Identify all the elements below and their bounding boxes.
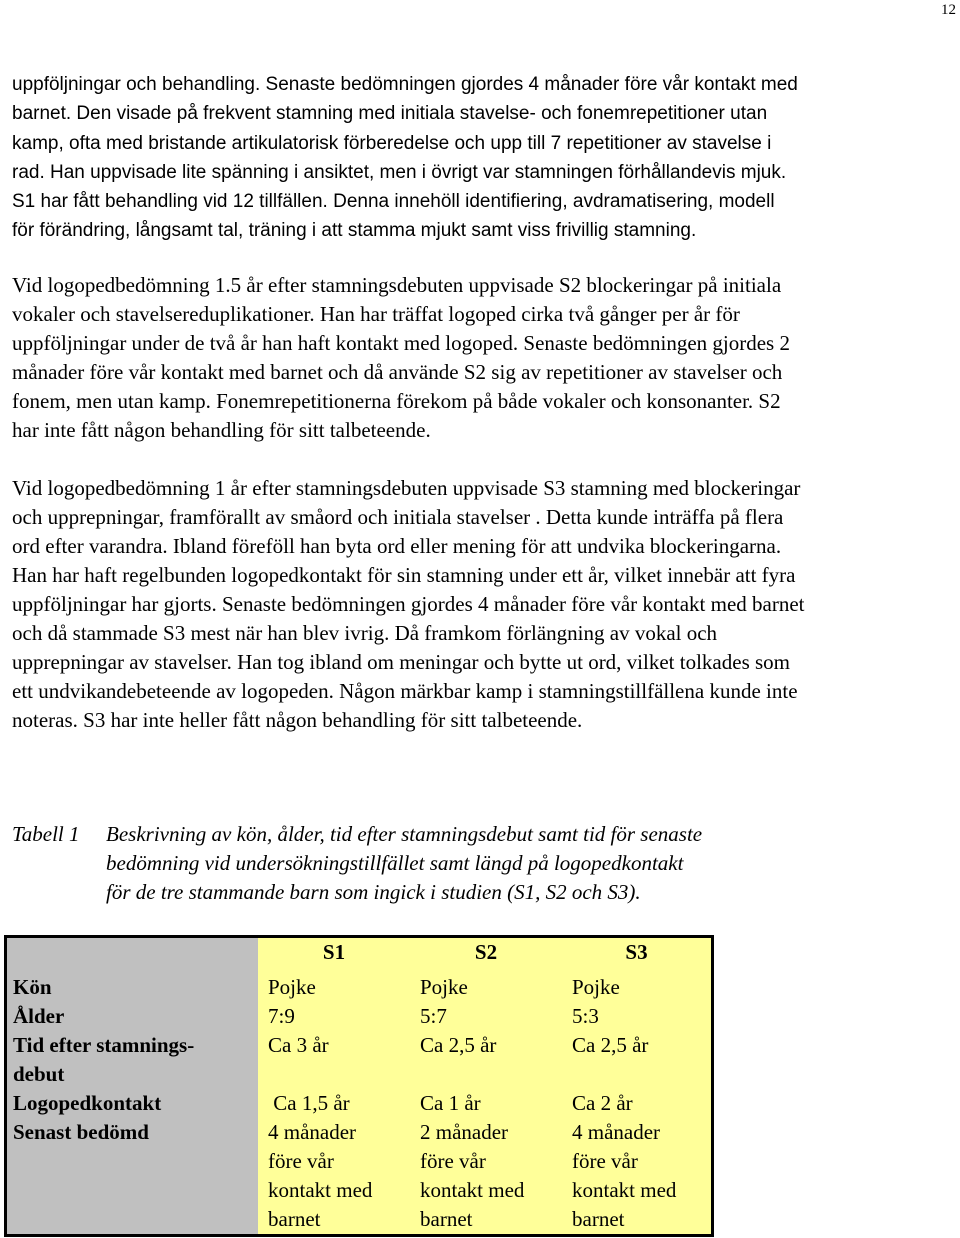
table-body-row (6, 973, 713, 1236)
table-header-row (6, 937, 713, 974)
label-alder: Ålder (13, 1004, 65, 1028)
text-line: har inte fått någon behandling för sitt talbeteende. (12, 418, 431, 442)
spacer (13, 1147, 258, 1176)
text-line: noteras. S3 har inte heller fått någon behandling för sitt talbeteende. (12, 708, 583, 732)
s2-senast: 2 månader (420, 1120, 509, 1144)
text-line: barnet. Den visade på frekvent stamning med initiala stavelse- och fonemrepetitioner utan (12, 103, 768, 125)
text-line: ord efter varandra. Ibland föreföll han byta ord eller mening för att undvika blockeringarna. (12, 534, 782, 558)
text-line: vokaler och stavelsereduplikationer. Han har träffat logoped cirka två gånger per år för (12, 302, 740, 326)
page-number: 12 (941, 2, 956, 18)
s1-kon: Pojke (268, 975, 316, 999)
s2-alder: 5:7 (420, 1004, 447, 1028)
text-line: Vid logopedbedömning 1.5 år efter stamningsdebuten uppvisade S2 blockeringar på initiala (12, 273, 782, 297)
text-line: uppföljningar under de två år han haft kontakt med logoped. Senaste bedömningen gjordes 2 (12, 331, 790, 355)
text-line: månader före vår kontakt med barnet och då använde S2 sig av repetitioner av stavelser och (12, 360, 783, 384)
text-line: kamp, ofta med bristande artikulatorisk förberedelse och upp till 7 repetitioner av stavelse i (12, 132, 772, 154)
s1-logopedkontakt: Ca 1,5 år (268, 1091, 350, 1115)
header-s1: S1 (258, 937, 410, 974)
s2-senast: barnet (420, 1207, 473, 1231)
s3-alder: 5:3 (572, 1004, 599, 1028)
paragraph-s1 (12, 70, 798, 246)
s1-senast: barnet (268, 1207, 321, 1231)
s3-senast: 4 månader (572, 1120, 661, 1144)
paragraph-s3 (12, 474, 805, 735)
column-s1 (258, 973, 410, 1236)
text-line: upprepningar av stavelser. Han tog ibland om meningar och bytte ut ord, vilket tolkades som (12, 650, 790, 674)
label-logopedkontakt: Logopedkontakt (13, 1091, 162, 1115)
s2-tid: Ca 2,5 år (420, 1033, 497, 1057)
spacer (13, 1205, 258, 1234)
s3-senast: kontakt med (572, 1178, 677, 1202)
s2-logopedkontakt: Ca 1 år (420, 1091, 481, 1115)
header-blank-cell (6, 937, 259, 974)
spacer (268, 1060, 410, 1089)
label-tid: Tid efter stamnings- (13, 1033, 195, 1057)
text-line: och då stammade S3 mest när han blev ivrig. Då framkom förlängning av vokal och (12, 621, 718, 645)
s1-senast: 4 månader (268, 1120, 357, 1144)
column-s3 (562, 973, 713, 1236)
s1-senast: före vår (268, 1149, 334, 1173)
s2-senast: före vår (420, 1149, 486, 1173)
s3-tid: Ca 2,5 år (572, 1033, 649, 1057)
text-line: Han har haft regelbunden logopedkontakt för sin stamning under ett år, vilket innebär att fyra (12, 563, 796, 587)
text-line: fonem, men utan kamp. Fonemrepetitionerna förekom på både vokaler och konsonanter. S2 (12, 389, 781, 413)
spacer (572, 1060, 711, 1089)
s1-senast: kontakt med (268, 1178, 373, 1202)
text-line: ett undvikandebeteende av logopeden. Någon märkbar kamp i stamningstillfällena kunde inte (12, 679, 798, 703)
label-senast-bedomd: Senast bedömd (13, 1120, 149, 1144)
text-line: uppföljningar och behandling. Senaste bedömningen gjordes 4 månader före vår kontakt med (12, 74, 798, 95)
label-kon: Kön (13, 975, 52, 999)
caption-label: Tabell 1 (12, 822, 80, 846)
text-line: Vid logopedbedömning 1 år efter stamningsdebuten uppvisade S3 stamning med blockeringar (12, 476, 801, 500)
s2-kon: Pojke (420, 975, 468, 999)
text-line: och upprepningar, framförallt av småord och initiala stavelser . Detta kunde inträffa på flera (12, 505, 784, 529)
s1-tid: Ca 3 år (268, 1033, 329, 1057)
s2-senast: kontakt med (420, 1178, 525, 1202)
caption-line: bedömning vid undersökningstillfället samt längd på logopedkontakt (106, 851, 684, 875)
spacer (13, 1176, 258, 1205)
caption-line: för de tre stammande barn som ingick i studien (S1, S2 och S3). (106, 880, 641, 904)
spacer (420, 1060, 562, 1089)
s3-senast: barnet (572, 1207, 625, 1231)
text-line: för förändring, långsamt tal, träning i att stamma mjukt samt viss frivillig stamning. (12, 220, 697, 242)
s3-logopedkontakt: Ca 2 år (572, 1091, 633, 1115)
label-tid-cont: debut (13, 1062, 65, 1086)
text-line: rad. Han uppvisade lite spänning i ansiktet, men i övrigt var stamningen förhållandevis mjuk. (12, 161, 787, 183)
s1-alder: 7:9 (268, 1004, 295, 1028)
header-s3: S3 (562, 937, 713, 974)
header-s2: S2 (410, 937, 562, 974)
caption-line: Beskrivning av kön, ålder, tid efter stamningsdebut samt tid för senaste (106, 822, 703, 846)
s3-kon: Pojke (572, 975, 620, 999)
text-line: uppföljningar har gjorts. Senaste bedömningen gjordes 4 månader före vår kontakt med barnet (12, 592, 805, 616)
row-labels (6, 973, 259, 1236)
text-line: S1 har fått behandling vid 12 tillfällen. Denna innehöll identifiering, avdramatisering, modell (12, 191, 775, 213)
column-s2 (410, 973, 562, 1236)
caption-text (106, 820, 702, 907)
paragraph-s2 (12, 271, 790, 445)
s3-senast: före vår (572, 1149, 638, 1173)
description-table (4, 935, 714, 1237)
